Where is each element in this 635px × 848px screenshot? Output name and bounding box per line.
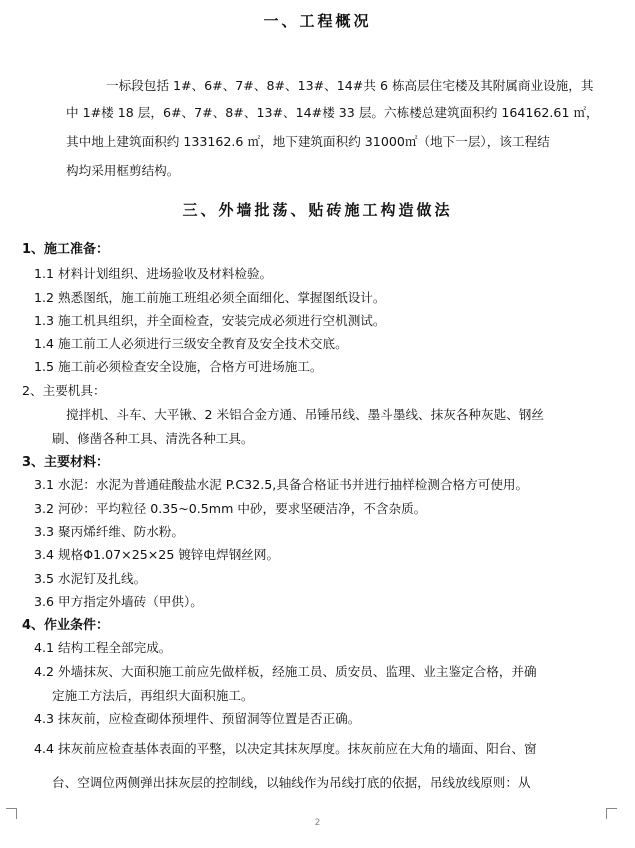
conditions-heading: 4、作业条件：: [22, 618, 110, 633]
page-number: 2: [314, 818, 321, 828]
condition-item-4a: 4.4 抹灰前应检查基体表面的平整，以决定其抹灰厚度。抹灰前应在大角的墙面、阳台、窗: [34, 741, 537, 756]
tools-heading: 2、主要机具：: [22, 383, 106, 398]
section-3-title: 三、外墙批荡、贴砖施工构造做法: [182, 201, 453, 219]
condition-item-3: 4.3 抹灰前，应检查砌体预埋件、预留洞等位置是否正确。: [34, 711, 361, 726]
section-1-title: 一、工程概况: [263, 12, 372, 30]
material-item-2: 3.2 河砂：平均粒径 0.35~0.5mm 中砂，要求坚硬洁净，不含杂质。: [34, 501, 427, 516]
tools-line-1: 搅拌机、斗车、大平锹、2 米铝合金方通、吊锤吊线、墨斗墨线、抹灰各种灰匙、钢丝: [66, 407, 544, 422]
prep-item-1: 1.1 材料计划组织、进场验收及材料检验。: [34, 266, 273, 281]
prep-item-3: 1.3 施工机具组织，并全面检查，安装完成必须进行空机测试。: [34, 313, 386, 328]
material-item-5: 3.5 水泥钉及扎线。: [34, 571, 147, 586]
overview-line-4: 构均采用框剪结构。: [66, 163, 180, 178]
condition-item-4b: 台、空调位两侧弹出抹灰层的控制线，以轴线作为吊线打底的依据，吊线放线原则：从: [52, 775, 531, 790]
material-item-1: 3.1 水泥：水泥为普通硅酸盐水泥 P.C32.5,具备合格证书并进行抽样检测合格方可使用。: [34, 477, 529, 492]
condition-item-1: 4.1 结构工程全部完成。: [34, 640, 172, 655]
prep-item-2: 1.2 熟悉图纸，施工前施工班组必须全面细化、掌握图纸设计。: [34, 290, 386, 305]
overview-line-2: 中 1#楼 18 层，6#、7#、8#、13#、14#楼 33 层。六栋楼总建筑面积约 164162.61 ㎡，: [66, 105, 599, 120]
condition-item-2a: 4.2 外墙抹灰、大面积施工前应先做样板，经施工员、质安员、监理、业主鉴定合格，并确: [34, 664, 537, 679]
prep-item-5: 1.5 施工前必须检查安全设施，合格方可进场施工。: [34, 359, 323, 374]
condition-item-2b: 定施工方法后，再组织大面积施工。: [52, 688, 254, 703]
prep-item-4: 1.4 施工前工人必须进行三级安全教育及安全技术交底。: [34, 336, 348, 351]
material-item-6: 3.6 甲方指定外墙砖（甲供）。: [34, 594, 203, 609]
tools-line-2: 刷、修凿各种工具、清洗各种工具。: [52, 431, 254, 446]
overview-line-3: 其中地上建筑面积约 133162.6 ㎡，地下建筑面积约 31000㎡（地下一层），该工程结: [66, 134, 550, 149]
prep-heading: 1、施工准备：: [22, 242, 110, 257]
material-item-3: 3.3 聚丙烯纤维、防水粉。: [34, 524, 184, 539]
material-item-4: 3.4 规格Φ1.07×25×25 镀锌电焊钢丝网。: [34, 547, 280, 562]
overview-line-1: 一标段包括 1#、6#、7#、8#、13#、14#共 6 栋高层住宅楼及其附属商业设施，其: [106, 78, 594, 93]
materials-heading: 3、主要材料：: [22, 455, 110, 470]
